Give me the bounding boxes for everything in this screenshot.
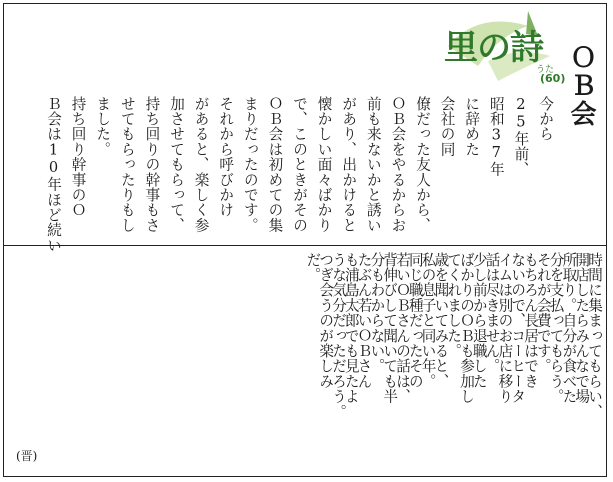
text-column: 分を支払ってもらう。 xyxy=(547,252,565,404)
text-column: 時間に集まってもらい、 xyxy=(586,252,603,420)
text-column: に辞めた xyxy=(463,96,481,157)
logo-ruby: うた xyxy=(536,65,555,75)
text-column: で、このときがその xyxy=(291,96,308,233)
text-column: うな気分だっただろう。 xyxy=(330,252,347,420)
text-column: せてもらったりもし xyxy=(118,96,136,233)
text-column: 25年前、 xyxy=(512,96,530,177)
text-column: 所取り。自分が食べた xyxy=(560,252,578,404)
text-column: イムは別のお店に移り xyxy=(496,252,514,404)
text-column: ばかりのＯＢも参加し xyxy=(458,252,475,404)
text-column: も浦島太郎でも見たよ xyxy=(342,252,360,404)
text-column: 背伸びして聞いても半 xyxy=(381,252,399,404)
text-column: 昭和37年 xyxy=(487,96,505,177)
text-column: 加させてもらって、 xyxy=(168,96,185,233)
text-column: があり、出かけると xyxy=(340,96,358,233)
text-column: 会社の同 xyxy=(438,96,456,157)
text-column: 歳を聞いてみると、 xyxy=(432,252,450,389)
text-column: 若いＯＢさんの話は、 xyxy=(394,252,411,404)
text-column: 同じ職種だったその xyxy=(406,252,424,389)
text-column: 私の息子と同い年。 xyxy=(419,252,437,389)
text-column: 話は尽きません。 xyxy=(483,252,501,374)
text-column: 分もわからない。 xyxy=(368,252,386,374)
text-column: だ。 xyxy=(304,252,322,283)
text-column: それが会費です。 xyxy=(534,252,552,374)
logo-title: 里の詩 xyxy=(444,28,543,68)
series-number: (60) xyxy=(540,72,566,85)
text-column: たぶん若いＯＢさん xyxy=(355,252,373,389)
article-heading: ＯＢ会 xyxy=(566,44,596,128)
text-column: もちろん長居はでき xyxy=(522,252,539,389)
text-column: ないので、コーヒータ xyxy=(509,252,527,404)
text-column: Ｂ会は10年ほど続い xyxy=(45,96,62,253)
text-column: があると、楽しく参 xyxy=(192,96,210,233)
section-divider xyxy=(4,245,607,246)
text-column: まりだったのです。 xyxy=(241,96,259,233)
text-column: てくれました。 xyxy=(445,252,463,359)
author-signature: (晋) xyxy=(16,449,38,463)
text-column: それから呼びかけ xyxy=(217,96,235,218)
text-column: 少し前から退職した xyxy=(470,252,488,389)
text-column: 開店したらみんなで場 xyxy=(573,252,591,404)
text-column: 今から xyxy=(537,96,554,142)
text-column: ＯＢ会をやるからお xyxy=(389,96,407,233)
text-column: 僚だった友人から、 xyxy=(414,96,431,233)
text-column: 前も来ないかと誘い xyxy=(364,96,382,233)
text-column: つぎ会うのが楽しみ xyxy=(317,252,335,389)
text-column: ました。 xyxy=(94,96,112,157)
text-column: 持ち回りの幹事もさ xyxy=(143,96,161,233)
text-column: 懐かしい面々ばかり xyxy=(315,96,333,233)
text-column: 持ち回り幹事のＯ xyxy=(69,96,87,218)
text-column: ＯＢ会は初めての集 xyxy=(266,96,284,233)
